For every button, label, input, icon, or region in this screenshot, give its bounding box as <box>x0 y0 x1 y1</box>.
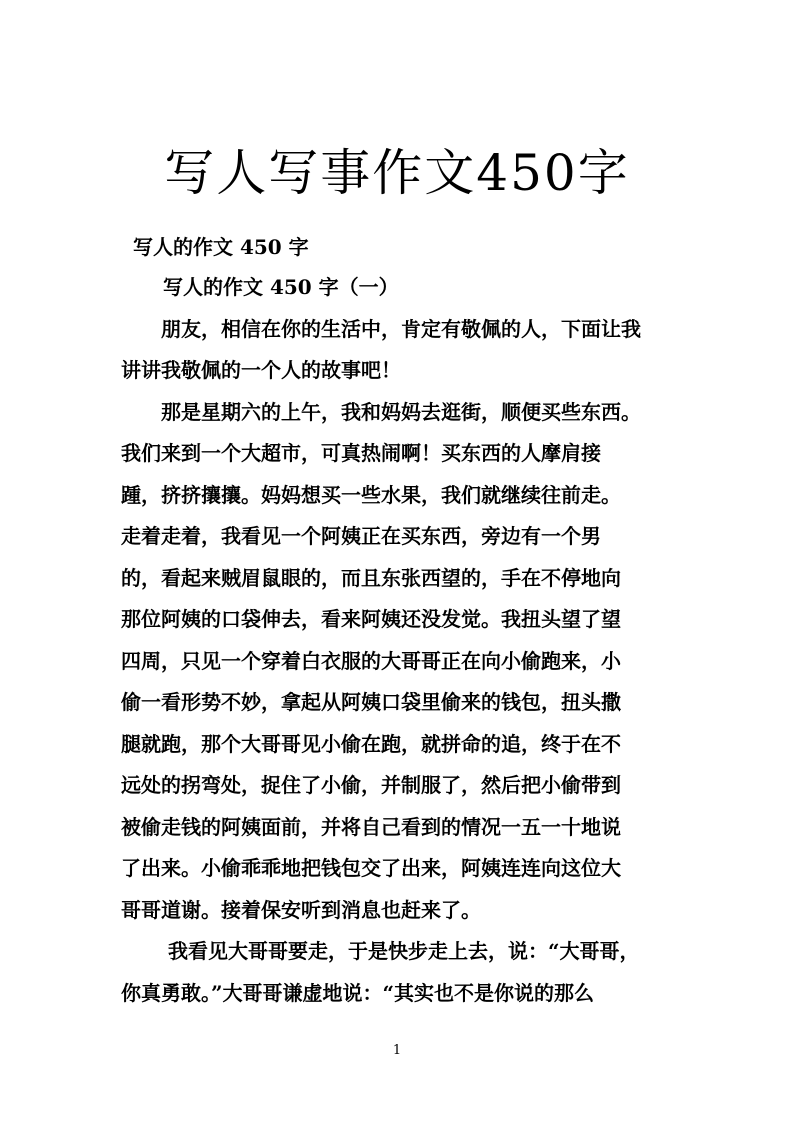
body-line: 走着走着，我看见一个阿姨正在买东西，旁边有一个男 <box>121 524 601 548</box>
body-line: 被偷走钱的阿姨面前，并将自己看到的情况一五一十地说 <box>121 815 621 839</box>
body-line: 那是星期六的上午，我和妈妈去逛街，顺便买些东西。 <box>121 400 641 424</box>
sub-heading: 写人的作文 450 字（一） <box>163 275 399 299</box>
body-line: 我看见大哥哥要走，于是快步走上去，说：“大哥哥， <box>121 939 640 963</box>
body-line: 的，看起来贼眉鼠眼的，而且东张西望的，手在不停地向 <box>121 566 621 590</box>
body-line: 远处的拐弯处，捉住了小偷，并制服了，然后把小偷带到 <box>121 773 621 797</box>
body-line: 哥哥道谢。接着保安听到消息也赶来了。 <box>121 898 481 922</box>
body-line: 了出来。小偷乖乖地把钱包交了出来，阿姨连连向这位大 <box>121 856 621 880</box>
document-title: 写人写事作文450字 <box>164 144 630 202</box>
body-line: 腿就跑，那个大哥哥见小偷在跑，就拼命的追，终于在不 <box>121 732 621 756</box>
body-line: 你真勇敢。”大哥哥谦虚地说：“其实也不是你说的那么 <box>121 981 595 1005</box>
body-line: 偷一看形势不妙，拿起从阿姨口袋里偷来的钱包，扭头撒 <box>121 690 621 714</box>
body-line: 我们来到一个大超市，可真热闹啊！买东西的人摩肩接 <box>121 441 601 465</box>
section-heading: 写人的作文 450 字 <box>133 235 309 259</box>
page-number: 1 <box>392 1043 402 1058</box>
body-line: 四周，只见一个穿着白衣服的大哥哥正在向小偷跑来，小 <box>121 649 621 673</box>
body-line: 那位阿姨的口袋伸去，看来阿姨还没发觉。我扭头望了望 <box>121 607 621 631</box>
body-line: 踵，挤挤攘攘。妈妈想买一些水果，我们就继续往前走。 <box>121 483 621 507</box>
body-line: 讲讲我敬佩的一个人的故事吧！ <box>121 358 401 382</box>
body-line: 朋友，相信在你的生活中，肯定有敬佩的人，下面让我 <box>121 317 641 341</box>
